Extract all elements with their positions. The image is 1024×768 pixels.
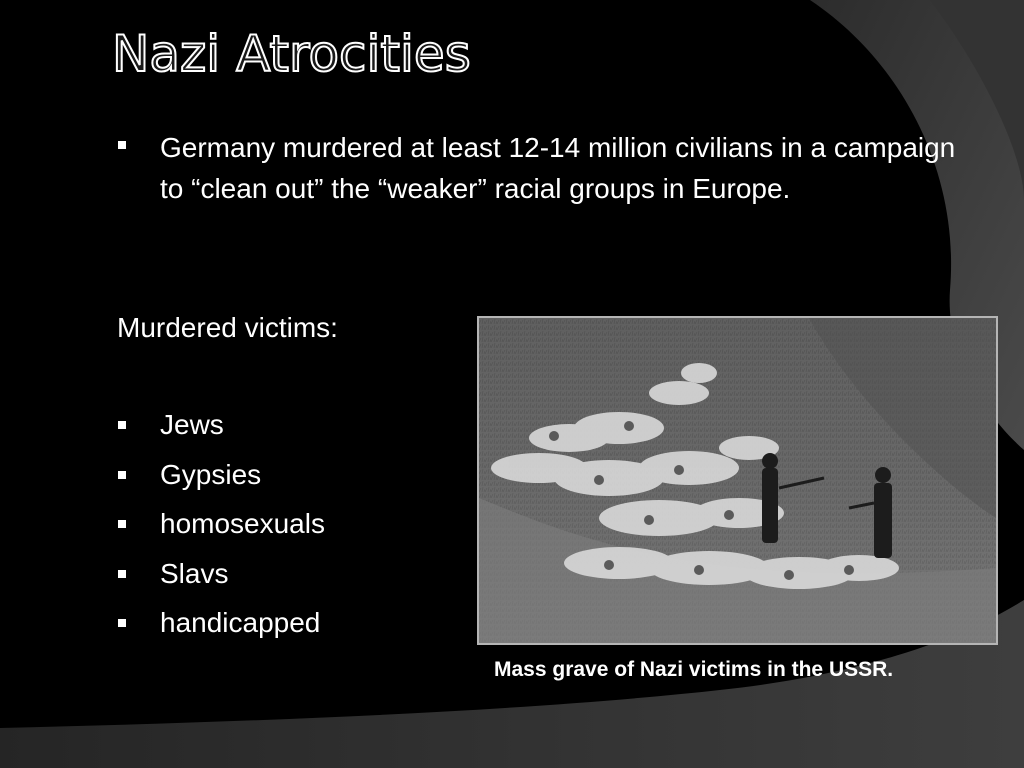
square-bullet-icon — [118, 570, 126, 578]
victim-label: Jews — [160, 409, 224, 440]
square-bullet-icon — [118, 141, 126, 149]
intro-bullet-text: Germany murdered at least 12-14 million civilians in a campaign to “clean out” the “weaker” racial groups in Europe. — [160, 132, 956, 204]
square-bullet-icon — [118, 421, 126, 429]
slide-title: Nazi Atrocities — [112, 25, 471, 83]
victim-label: Slavs — [160, 557, 229, 589]
square-bullet-icon — [118, 520, 126, 528]
photo-image — [479, 318, 996, 643]
victim-label: Gypsies — [160, 458, 262, 490]
victims-heading: Murdered victims: — [117, 312, 338, 343]
victim-label: homosexuals — [160, 508, 325, 539]
square-bullet-icon — [118, 471, 126, 479]
victim-label: handicapped — [160, 607, 321, 638]
photo-caption: Mass grave of Nazi victims in the USSR. — [494, 658, 894, 681]
square-bullet-icon — [118, 619, 126, 627]
historical-photo — [477, 316, 998, 645]
